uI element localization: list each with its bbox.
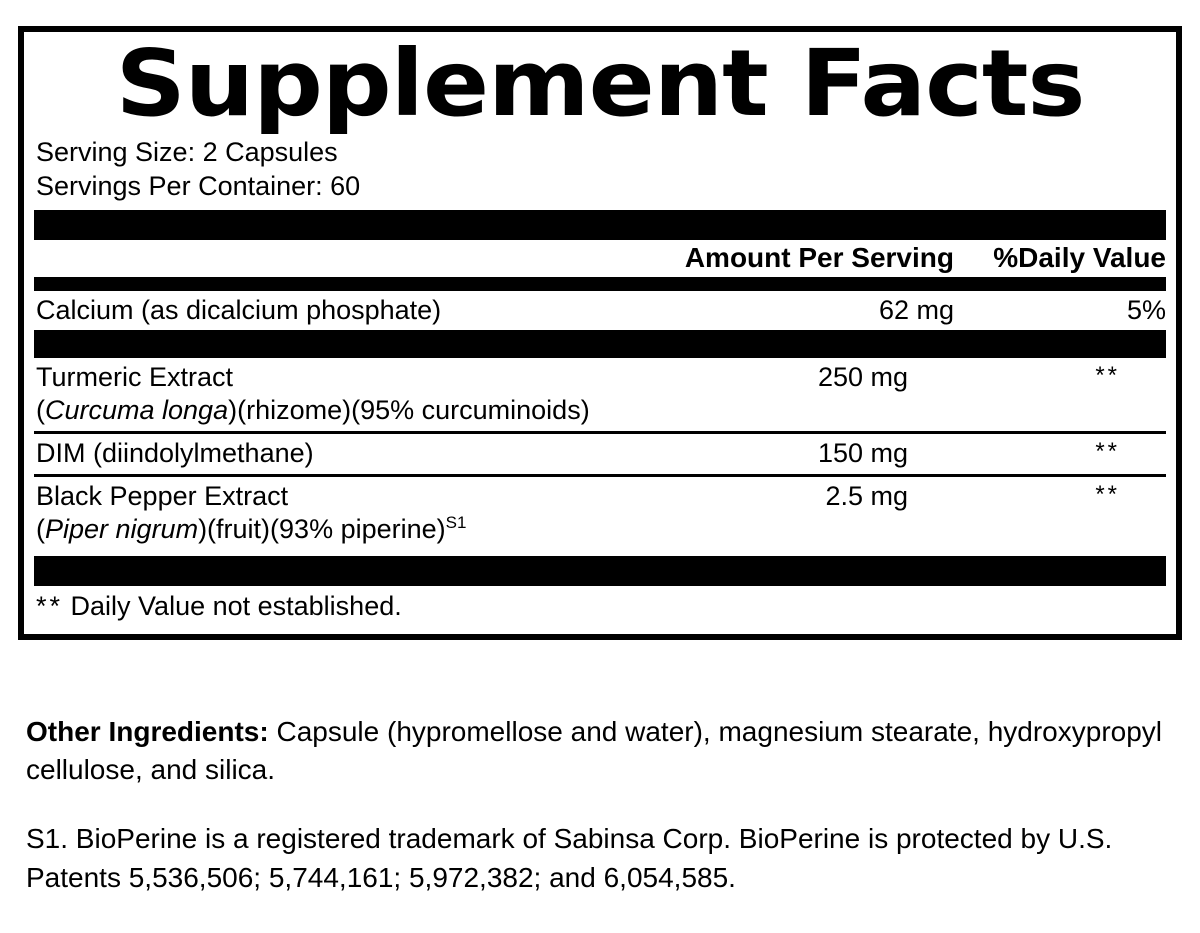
supplement-facts-panel bbox=[18, 26, 1182, 640]
footnote-stars: ** bbox=[36, 591, 64, 622]
nutrient-latin-name: Piper nigrum bbox=[45, 514, 199, 545]
nutrient-latin-name: Curcuma longa bbox=[45, 395, 229, 426]
nutrient-name-primary: Black Pepper Extract bbox=[36, 481, 289, 512]
other-ingredients-label: Other Ingredients: bbox=[26, 716, 269, 747]
column-headers bbox=[34, 240, 1166, 277]
nutrient-footnote-marker: S1 bbox=[445, 513, 467, 533]
nutrient-amount: 250 mg bbox=[817, 362, 908, 393]
nutrient-name-detail: )(rhizome)(95% curcuminoids) bbox=[228, 395, 590, 426]
nutrient-daily-value: 5% bbox=[1126, 294, 1166, 325]
trademark-patent-notice: S1. BioPerine is a registered trademark of Sabinsa Corp. BioPerine is protected by U.S. Patents 5,536,506; 5,744,161; 5,972,382; and 6,054,585. bbox=[26, 823, 1113, 893]
nutrient-name: Turmeric Extract (Curcuma longa)(rhizome)(95% curcuminoids) bbox=[36, 362, 590, 426]
nutrient-amount: 62 mg bbox=[878, 294, 954, 325]
servings-per-container: Servings Per Container: 60 bbox=[36, 170, 361, 201]
table-row bbox=[34, 477, 1166, 550]
nutrient-daily-value: ** bbox=[1095, 438, 1120, 466]
footnote-text: Daily Value not established. bbox=[70, 591, 402, 622]
other-ingredients-text: Capsule (hypromellose and water), magnesium stearate, hydroxypropyl cellulose, and silica. bbox=[26, 716, 1163, 786]
daily-value-footnote bbox=[34, 586, 1166, 626]
nutrient-name-primary: Turmeric Extract bbox=[36, 362, 234, 393]
divider-thick-bottom bbox=[34, 556, 1166, 586]
divider-under-headers bbox=[34, 277, 1166, 291]
panel-title: Supplement Facts bbox=[115, 30, 1085, 137]
table-row bbox=[34, 434, 1166, 474]
divider-thick-top bbox=[34, 210, 1166, 240]
table-row bbox=[34, 358, 1166, 431]
nutrient-daily-value: ** bbox=[1095, 362, 1120, 390]
nutrient-amount: 150 mg bbox=[817, 438, 908, 469]
serving-size: Serving Size: 2 Capsules bbox=[36, 137, 338, 167]
table-row bbox=[34, 291, 1166, 331]
nutrient-name-detail: )(fruit)(93% piperine) bbox=[198, 514, 446, 545]
other-ingredients bbox=[26, 713, 1176, 789]
nutrient-amount: 2.5 mg bbox=[825, 481, 908, 512]
nutrient-daily-value: ** bbox=[1095, 481, 1120, 509]
nutrient-name: Calcium (as dicalcium phosphate) bbox=[36, 294, 442, 325]
divider-thick-middle bbox=[34, 330, 1166, 358]
header-amount-per-serving: Amount Per Serving bbox=[684, 241, 954, 273]
header-daily-value: %Daily Value bbox=[993, 241, 1166, 273]
nutrient-name: DIM (diindolylmethane) bbox=[36, 438, 314, 469]
nutrient-name: Black Pepper Extract (Piper nigrum)(fruit)(93% piperine)$^{S1}$ bbox=[36, 481, 467, 545]
